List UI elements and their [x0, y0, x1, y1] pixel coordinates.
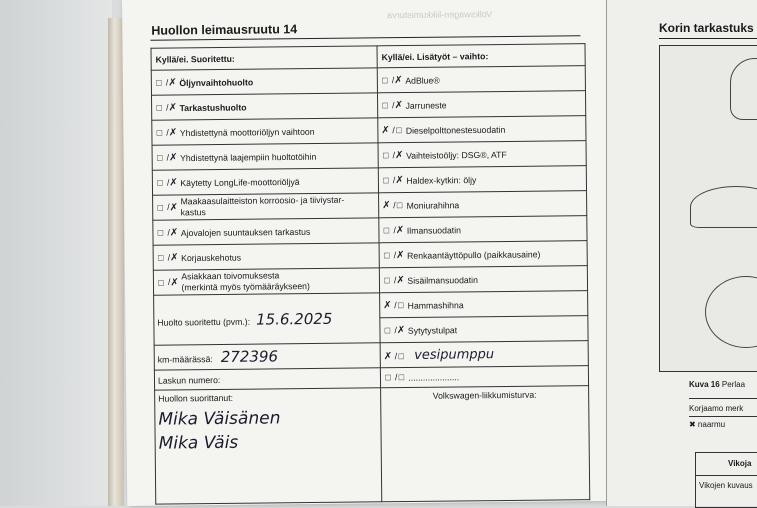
yes-checkbox[interactable]: □	[156, 203, 164, 212]
technician-name: Mika Väisänen	[158, 407, 377, 429]
adjacent-title-divider	[659, 38, 757, 39]
right-item: □ /✗ Renkaantäyttöpullo (paikkausaine)	[379, 241, 587, 268]
no-checkbox[interactable]: ✗	[170, 203, 178, 212]
right-item: □ /✗ Ilmansuodatin	[379, 216, 587, 243]
yes-checkbox[interactable]: □	[381, 101, 389, 110]
right-item: □ /✗ Sisäilmansuodatin	[379, 266, 587, 293]
performed-by-label: Huollon suorittanut:	[158, 393, 233, 404]
no-checkbox[interactable]: ✗	[394, 76, 402, 85]
no-checkbox[interactable]: ✗	[169, 103, 177, 112]
no-checkbox[interactable]: □	[396, 201, 404, 210]
figure-caption	[689, 380, 745, 389]
right-item: ✗ /□ vesipumppu	[380, 341, 588, 368]
mobility-label: Volkswagen-liikkumisturva:	[433, 390, 537, 401]
adjacent-page-title: Korin tarkastuks	[659, 21, 754, 35]
item-label: Yhdistettynä moottoriöljyn vaihtoon	[180, 126, 315, 137]
item-label: .....................	[408, 372, 459, 383]
item-label: Dieselpolttonestesuodatin	[406, 124, 506, 135]
service-date-value[interactable]: 15.6.2025	[256, 309, 333, 328]
item-label-line2: kastus	[181, 207, 206, 217]
no-checkbox[interactable]: □	[397, 352, 405, 361]
left-item: □ /✗ Korjauskehotus	[153, 243, 379, 270]
km-cell	[154, 343, 380, 370]
right-item: ✗ /□ Hammashihna	[380, 291, 588, 318]
yes-checkbox[interactable]: □	[157, 278, 165, 287]
workshop-marking-label: Korjaamo merk	[689, 404, 743, 413]
performed-by-cell	[155, 388, 382, 504]
item-label: Vaihteistoöljy: DSG®, ATF	[406, 149, 507, 160]
page-title: Huollon leimausruutu 14	[151, 22, 297, 38]
item-label: Moniurahihna	[407, 200, 460, 211]
no-checkbox[interactable]: ✗	[396, 251, 404, 260]
item-label-line2: (merkintä myös työmääräykseen)	[181, 281, 310, 292]
no-checkbox[interactable]: ✗	[169, 128, 177, 137]
item-label: Maakaasulaitteiston korroosio- ja tiiviystar-	[180, 195, 344, 207]
car-diagram	[659, 45, 757, 372]
yes-checkbox[interactable]: □	[156, 228, 164, 237]
yes-checkbox[interactable]: □	[383, 326, 391, 335]
yes-checkbox[interactable]: ✗	[382, 201, 390, 210]
no-checkbox[interactable]: □	[395, 126, 403, 135]
no-checkbox[interactable]: □	[397, 373, 405, 382]
item-label: Öljynvaihtohuolto	[179, 77, 253, 88]
bleed-through-text: Volkswagen-liikkumisturva	[387, 9, 492, 20]
yes-checkbox[interactable]: □	[156, 178, 164, 187]
service-stamp-page	[122, 0, 611, 506]
item-label: Yhdistettynä laajempiin huoltotöihin	[180, 151, 316, 162]
no-checkbox[interactable]: □	[397, 301, 405, 310]
item-label: Jarruneste	[405, 100, 446, 110]
yes-checkbox[interactable]: □	[383, 276, 391, 285]
no-checkbox[interactable]: ✗	[170, 278, 178, 287]
right-item: ✗ /□ Moniurahihna	[379, 191, 587, 218]
yes-checkbox[interactable]: □	[384, 374, 392, 383]
yes-checkbox[interactable]: ✗	[383, 301, 391, 310]
left-item: □ /✗ Yhdistettynä moottoriöljyn vaihtoon	[152, 118, 378, 145]
defects-table-body: Vikojen kuvaus	[696, 476, 757, 490]
item-label: AdBlue®	[405, 75, 440, 85]
car-top-view-icon	[705, 276, 757, 348]
left-item: □ /✗ Yhdistettynä laajempiin huoltotöihin	[152, 143, 378, 170]
left-item: □ /✗ Öljynvaihtohuolto	[151, 68, 377, 95]
adjacent-page	[606, 0, 757, 506]
yes-checkbox[interactable]: □	[382, 176, 390, 185]
right-item: □ /✗ Vaihteistoöljy: DSG®, ATF	[378, 141, 586, 168]
item-label: Korjauskehotus	[181, 252, 241, 263]
service-table	[151, 43, 591, 505]
technician-signature: Mika Väis	[159, 431, 378, 453]
left-item: □ /✗ Ajovalojen suuntauksen tarkastus	[153, 218, 379, 245]
service-date-cell	[154, 293, 381, 345]
defects-table-header: Vikoja	[696, 453, 757, 476]
left-item: □ /✗Asiakkaan toivomuksesta (merkintä myös työmääräykseen)	[153, 268, 379, 295]
left-column-header: Kyllä/ei. Suoritettu:	[151, 46, 377, 70]
no-checkbox[interactable]: ✗	[395, 176, 403, 185]
no-checkbox[interactable]: ✗	[396, 226, 404, 235]
right-item: □ /✗ Haldex-kytkin: öljy	[378, 166, 586, 193]
no-checkbox[interactable]: ✗	[168, 78, 176, 87]
yes-checkbox[interactable]: ✗	[381, 126, 389, 135]
yes-checkbox[interactable]: ✗	[384, 352, 392, 361]
yes-checkbox[interactable]: □	[382, 151, 390, 160]
yes-checkbox[interactable]: □	[155, 103, 163, 112]
yes-checkbox[interactable]: □	[156, 153, 164, 162]
no-checkbox[interactable]: ✗	[169, 153, 177, 162]
no-checkbox[interactable]: ✗	[397, 326, 405, 335]
right-item: □ /✗ Jarruneste	[377, 91, 585, 118]
item-label: Asiakkaan toivomuksesta	[181, 270, 279, 281]
item-label: Hammashihna	[408, 300, 464, 311]
yes-checkbox[interactable]: □	[155, 128, 163, 137]
left-item: □ /✗Maakaasulaitteiston korroosio- ja tiiviystar- kastus	[153, 193, 379, 220]
item-label: Renkaantäyttöpullo (paikkausaine)	[407, 249, 540, 260]
item-label: Ilmansuodatin	[407, 225, 461, 236]
right-column-header: Kyllä/ei. Lisätyöt – vaihto:	[377, 44, 585, 68]
yes-checkbox[interactable]: □	[381, 76, 389, 85]
right-item: ✗ /□ Dieselpolttonestesuodatin	[378, 116, 586, 143]
divider	[689, 416, 757, 417]
left-item: □ /✗ Käytetty LongLife-moottoriöljyä	[152, 168, 378, 195]
no-checkbox[interactable]: ✗	[169, 178, 177, 187]
figure-caption-text: Perlaa	[722, 380, 745, 389]
km-value[interactable]: 272396	[221, 347, 278, 366]
no-checkbox[interactable]: ✗	[170, 228, 178, 237]
right-item: □ /✗ AdBlue®	[377, 66, 585, 93]
invoice-label: Laskun numero:	[158, 374, 220, 385]
left-item: □ /✗ Tarkastushuolto	[151, 93, 377, 120]
divider	[689, 398, 757, 399]
yes-checkbox[interactable]: □	[383, 251, 391, 260]
yes-checkbox[interactable]: □	[157, 253, 165, 262]
item-label-handwritten[interactable]: vesipumppu	[414, 347, 494, 363]
no-checkbox[interactable]: ✗	[170, 253, 178, 262]
right-item: □ /✗ Sytytystulpat	[380, 316, 588, 343]
background-left	[0, 0, 112, 506]
defects-table	[695, 452, 757, 508]
car-side-view-icon	[690, 186, 757, 228]
mobility-cell	[381, 386, 590, 502]
item-label: Ajovalojen suuntauksen tarkastus	[181, 226, 311, 237]
no-checkbox[interactable]: ✗	[395, 151, 403, 160]
car-rear-view-icon	[730, 58, 757, 120]
km-label: km-määrässä:	[158, 354, 213, 365]
item-label: Haldex-kytkin: öljy	[406, 175, 476, 186]
book-page-edge	[108, 18, 124, 506]
no-checkbox[interactable]: ✗	[394, 101, 402, 110]
figure-number: Kuva 16	[689, 380, 720, 389]
scratch-legend: ✖ naarmu	[689, 420, 725, 429]
item-label: Sytytystulpat	[408, 325, 457, 336]
item-label: Sisäilmansuodatin	[407, 275, 478, 286]
item-label: Tarkastushuolto	[180, 102, 247, 113]
right-item: □ /□ .....................	[380, 366, 588, 388]
service-date-label: Huolto suoritettu (pvm.):	[157, 316, 250, 327]
no-checkbox[interactable]: ✗	[396, 276, 404, 285]
yes-checkbox[interactable]: □	[382, 226, 390, 235]
item-label: Käytetty LongLife-moottoriöljyä	[180, 176, 299, 187]
yes-checkbox[interactable]: □	[155, 78, 163, 87]
invoice-cell	[154, 368, 380, 390]
